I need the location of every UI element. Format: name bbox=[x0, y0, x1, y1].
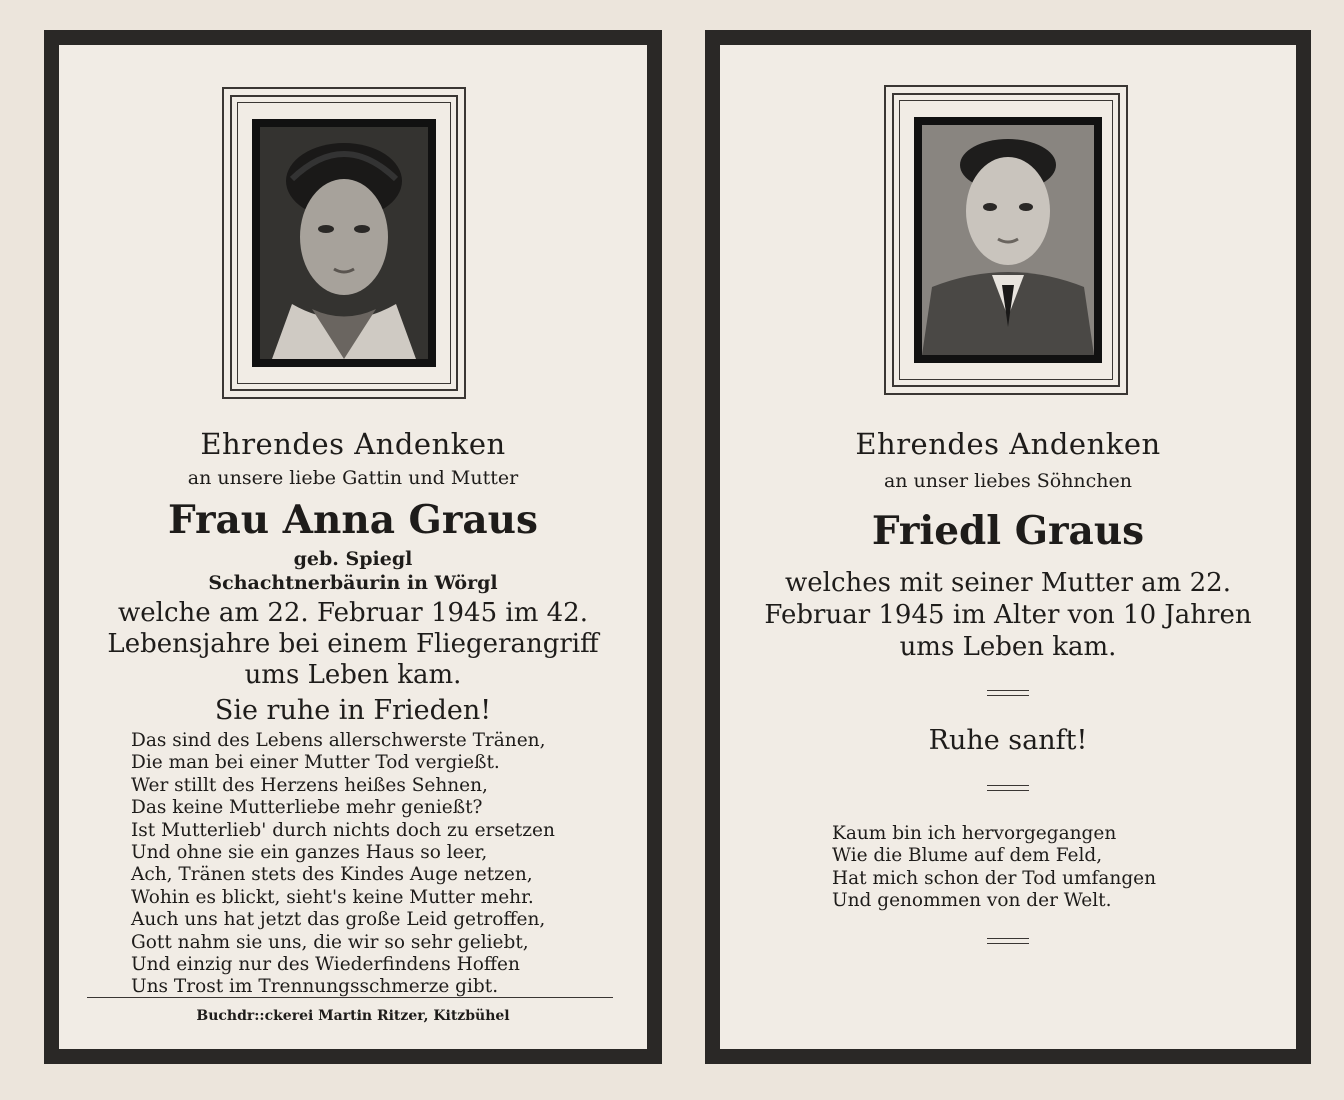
double-rule bbox=[987, 690, 1029, 691]
poem-line: Die man bei einer Mutter Tod vergießt. bbox=[131, 752, 500, 774]
deceased-name: Frau Anna Graus bbox=[167, 497, 538, 543]
poem-line: Das keine Mutterliebe mehr genießt? bbox=[131, 797, 483, 819]
poem-line: Und einzig nur des Wiederfindens Hoffen bbox=[131, 953, 520, 975]
dedication: an unser liebes Söhnchen bbox=[883, 470, 1133, 492]
memorial-card-right bbox=[705, 30, 1311, 1064]
poem-line: Und ohne sie ein ganzes Haus so leer, bbox=[131, 841, 488, 863]
death-line-3: ums Leben kam. bbox=[244, 660, 462, 690]
poem-line: Und genommen von der Welt. bbox=[832, 890, 1112, 912]
dedication: an unsere liebe Gattin und Mutter bbox=[187, 467, 519, 489]
poem-line: Ist Mutterlieb' durch nichts doch zu ersetzen bbox=[131, 819, 555, 841]
heading: Ehrendes Andenken bbox=[200, 427, 506, 461]
poem-line: Das sind des Lebens allerschwerste Tränen, bbox=[131, 730, 546, 751]
double-rule bbox=[987, 695, 1029, 696]
poem-right bbox=[832, 823, 1156, 913]
photo-frame-left bbox=[222, 87, 466, 399]
double-rule bbox=[987, 785, 1029, 786]
heading: Ehrendes Andenken bbox=[855, 427, 1161, 461]
rest-phrase: Ruhe sanft! bbox=[928, 725, 1088, 756]
maiden-name: geb. Spiegl bbox=[293, 548, 413, 570]
poem-line: Gott nahm sie uns, die wir so sehr geliebt, bbox=[131, 931, 529, 953]
death-line-2: Lebensjahre bei einem Fliegerangriff bbox=[107, 629, 599, 659]
poem-line: Wer stillt des Herzens heißes Sehnen, bbox=[131, 774, 488, 796]
occupation: Schachtnerbäurin in Wörgl bbox=[208, 572, 498, 594]
poem-left bbox=[131, 730, 555, 999]
double-rule bbox=[987, 943, 1029, 944]
poem-line: Hat mich schon der Tod umfangen bbox=[832, 867, 1157, 889]
printer-credit: Buchdr::ckerei Martin Ritzer, Kitzbühel bbox=[196, 1008, 510, 1024]
poem-line: Kaum bin ich hervorgegangen bbox=[832, 823, 1117, 844]
double-rule bbox=[987, 790, 1029, 791]
photo-frame-right bbox=[884, 85, 1128, 395]
death-line-1: welches mit seiner Mutter am 22. bbox=[785, 568, 1231, 598]
portrait-photo-boy bbox=[914, 117, 1102, 363]
death-line-2: Februar 1945 im Alter von 10 Jahren bbox=[764, 600, 1252, 630]
poem-line: Wohin es blickt, sieht's keine Mutter mehr. bbox=[131, 886, 534, 908]
portrait-photo-woman bbox=[252, 119, 436, 367]
death-line-3: ums Leben kam. bbox=[899, 632, 1117, 662]
poem-line: Ach, Tränen stets des Kindes Auge netzen, bbox=[131, 864, 533, 886]
divider-line bbox=[87, 997, 613, 998]
rest-phrase: Sie ruhe in Frieden! bbox=[214, 695, 492, 726]
death-line-1: welche am 22. Februar 1945 im 42. bbox=[118, 598, 588, 628]
memorial-card-left bbox=[44, 30, 662, 1064]
poem-line: Auch uns hat jetzt das große Leid getroffen, bbox=[131, 909, 546, 931]
poem-line: Wie die Blume auf dem Feld, bbox=[832, 845, 1103, 867]
deceased-name: Friedl Graus bbox=[871, 508, 1145, 554]
double-rule bbox=[987, 938, 1029, 939]
poem-line: Uns Trost im Trennungsschmerze gibt. bbox=[131, 976, 499, 998]
